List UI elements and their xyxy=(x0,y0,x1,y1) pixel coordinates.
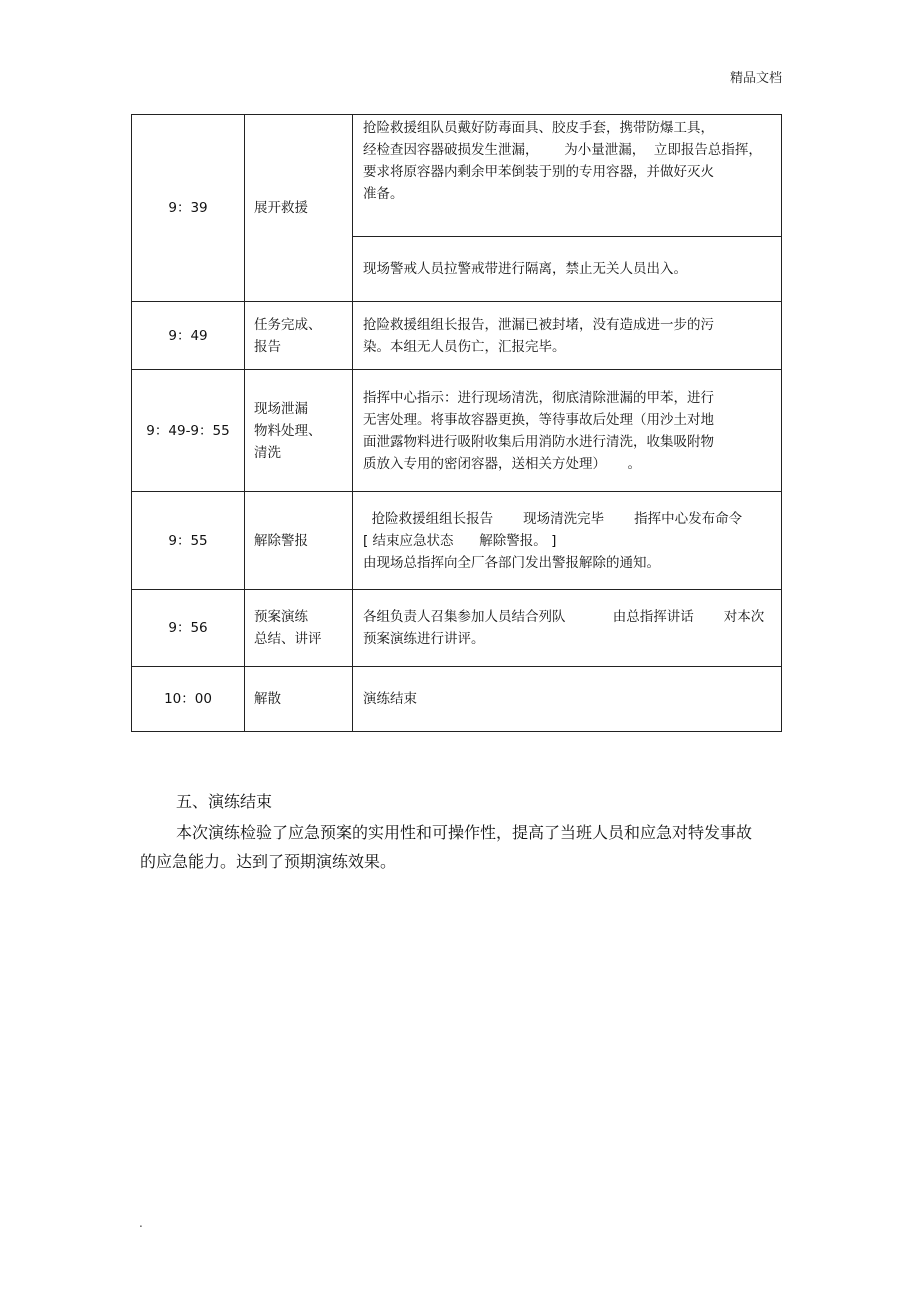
footer-dot: . xyxy=(139,1216,143,1230)
description-cell xyxy=(353,302,782,370)
section-title: 五、演练结束 xyxy=(176,792,273,811)
description-line: 抢险救援组队员戴好防毒面具、胶皮手套，携带防爆工具， xyxy=(363,120,714,136)
description-cell xyxy=(353,115,782,237)
table-row xyxy=(132,492,782,590)
description-line: 现场警戒人员拉警戒带进行隔离，禁止无关人员出入。 xyxy=(363,261,687,277)
description-line: 演练结束 xyxy=(363,691,417,707)
action-cell xyxy=(245,590,353,667)
description-line: 经检查因容器破损发生泄漏， 为小量泄漏， 立即报告总指挥， xyxy=(363,142,762,158)
action-text: 展开救援 xyxy=(254,200,308,216)
action-cell xyxy=(245,302,353,370)
time-cell: 9：56 xyxy=(132,590,245,667)
description-line: 各组负责人召集参加人员结合列队 由总指挥讲话 对本次 xyxy=(363,609,765,625)
action-text: 预案演练 xyxy=(254,609,308,625)
time-cell: 9：39 xyxy=(132,115,245,302)
action-cell xyxy=(245,667,353,732)
action-cell xyxy=(245,115,353,302)
description-cell xyxy=(353,590,782,667)
description-line: 由现场总指挥向全厂各部门发出警报解除的通知。 xyxy=(363,554,660,571)
table-row xyxy=(132,115,782,237)
description-line: 要求将原容器内剩余甲苯倒装于别的专用容器，并做好灭火 xyxy=(363,164,714,180)
description-line: 抢险救援组组长报告 现场清洗完毕 指挥中心发布命令 xyxy=(363,510,743,527)
description-line: 质放入专用的密闭容器，送相关方处理） 。 xyxy=(363,455,641,472)
action-text: 解除警报 xyxy=(254,532,308,549)
description-line: [ 结束应急状态 解除警报。 ] xyxy=(363,532,557,549)
action-text: 总结、讲评 xyxy=(254,631,322,647)
page-header-label: 精品文档 xyxy=(729,71,782,86)
time-cell: 10：00 xyxy=(132,667,245,732)
table-row xyxy=(132,370,782,492)
table-row xyxy=(132,302,782,370)
action-text: 任务完成、 xyxy=(254,316,322,333)
action-text: 现场泄漏 xyxy=(254,400,308,417)
description-line: 无害处理。将事故容器更换，等待事故后处理（用沙土对地 xyxy=(363,411,714,428)
action-cell xyxy=(245,370,353,492)
description-line: 面泄露物料进行吸附收集后用消防水进行清洗，收集吸附物 xyxy=(363,433,714,450)
description-line: 准备。 xyxy=(363,186,404,202)
table-row xyxy=(132,590,782,667)
action-text: 清洗 xyxy=(254,444,281,461)
description-cell xyxy=(353,667,782,732)
table-row xyxy=(132,667,782,732)
section-paragraph: 本次演练检验了应急预案的实用性和可操作性，提高了当班人员和应急对特发事故的应急能力。达到了预期演练效果。 xyxy=(140,823,753,871)
time-cell: 9：55 xyxy=(132,492,245,590)
description-line: 染。本组无人员伤亡，汇报完毕。 xyxy=(363,338,566,355)
time-cell: 9：49-9：55 xyxy=(132,370,245,492)
description-line: 指挥中心指示：进行现场清洗，彻底清除泄漏的甲苯，进行 xyxy=(363,389,714,406)
description-cell xyxy=(353,370,782,492)
action-text: 报告 xyxy=(254,338,281,355)
description-cell xyxy=(353,237,782,302)
description-line: 抢险救援组组长报告，泄漏已被封堵，没有造成进一步的污 xyxy=(363,316,714,333)
action-text: 解散 xyxy=(254,691,281,707)
description-cell xyxy=(353,492,782,590)
action-text: 物料处理、 xyxy=(254,422,322,439)
action-cell xyxy=(245,492,353,590)
description-line: 预案演练进行讲评。 xyxy=(363,631,485,647)
drill-schedule-table xyxy=(131,114,782,732)
time-cell: 9：49 xyxy=(132,302,245,370)
